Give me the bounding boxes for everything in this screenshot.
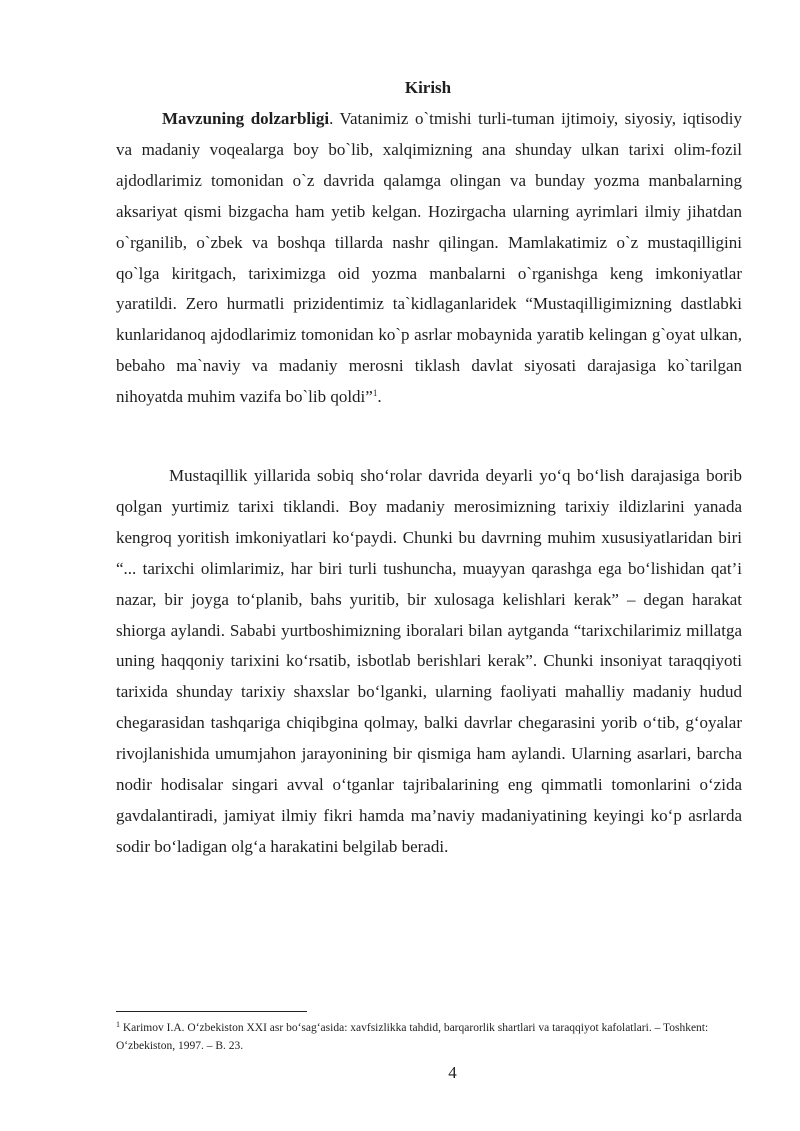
footnote-reference[interactable]: 1 xyxy=(372,388,378,399)
paragraph-end: . xyxy=(377,387,382,407)
footnote-separator xyxy=(116,1011,307,1012)
footnote-number: 1 xyxy=(116,1020,120,1029)
section-title: Kirish xyxy=(404,78,452,97)
footnote-text: Karimov I.A. O‘zbekiston XXI asr bo‘sag‘asida: xavfsizlikka tahdid, barqarorlik shartlari va taraqqiyot kafolatlari. – Toshkent: O‘zbekiston, 1997. – B. 23. xyxy=(116,1022,709,1052)
paragraph-text: . Vatanimiz o`tmishi turli-tuman ijtimoiy, siyosiy, iqtisodiy va madaniy voqealarga boy bo`lib, xalqimizning ana shunday ulkan tarixi olim-fozil ajdodlarimiz tomonidan o`z davrida qalamga olingan va bunday yozma manbalarning aksariyat qismi bizgacha ham yetib kelgan. Hozirgacha ularning ayrimlari ilmiy jihatdan o`rganilib, o`zbek va boshqa tillarda nashr qilingan. Mamlakatimiz o`z mustaqilligini qo`lga kiritgach, tariximizga oid yozma manbalarni o`rganishga keng imkoniyatlar yaratildi. Zero hurmatli prizidentimiz ta`kidlaganlaridek “Mustaqilligimizning dastlabki kunlaridanoq ajdodlarimiz tomonidan ko`p asrlar mobaynida yaratib kelingan g`oyat ulkan, bebaho ma`naviy va madaniy merosni tiklash davlat siyosati darajasiga ko`tarilgan nihoyatda muhim vazifa bo`lib qoldi” xyxy=(116,109,742,407)
footnote xyxy=(116,1019,756,1055)
paragraph-independence xyxy=(116,461,742,863)
paragraph-end: . xyxy=(444,836,449,856)
paragraph-lead-term: Mavzuning dolzarbligi xyxy=(162,109,330,128)
paragraph-text: Mustaqillik yillarida sobiq sho‘rolar davrida deyarli yo‘q bo‘lish darajasiga borib qolgan yurtimiz tarixi tiklandi. Boy madaniy merosimizning tarixiy ildizlarini yanada kengroq yoritish imkoniyatlari ko‘paydi. Chunki bu davrning muhim xususiyatlaridan biri “... tarixchi olimlarimiz, har biri turli tushuncha, muayyan qarashga ega bo‘lishidan qat’i nazar, bir joyga to‘planib, bahs yuritib, bir xulosaga kelishlari kerak” – degan harakat shiorga aylandi. Sababi yurtboshimizning iboralari bilan aytganda “tarixchilarimiz millatga uning haqqoniy tarixini ko‘rsatib, isbotlab berishlari kerak”. Chunki insoniyat taraqqiyoti tarixida shunday tarixiy shaxslar bo‘lganki, ularning faoliyati mahalliy madaniy hudud chegarasidan tashqariga chiqibgina qolmay, balki davrlar chegarasini yorib o‘tib, g‘oyalar rivojlanishida umumjahon jarayonining bir qismiga ham aylandi. Ularning asarlari, barcha nodir hodisalar singari avval o‘tganlar tajribalarining eng qimmatli tomonlarini o‘zida gavdalantiradi, jamiyat ilmiy fikri hamda ma’naviy madaniyatining keyingi ko‘p asrlarda sodir bo‘ladigan olg‘a harakatini belgilab beradi xyxy=(116,466,742,856)
paragraph-relevance xyxy=(116,104,742,413)
page-number: 4 xyxy=(448,1063,457,1082)
